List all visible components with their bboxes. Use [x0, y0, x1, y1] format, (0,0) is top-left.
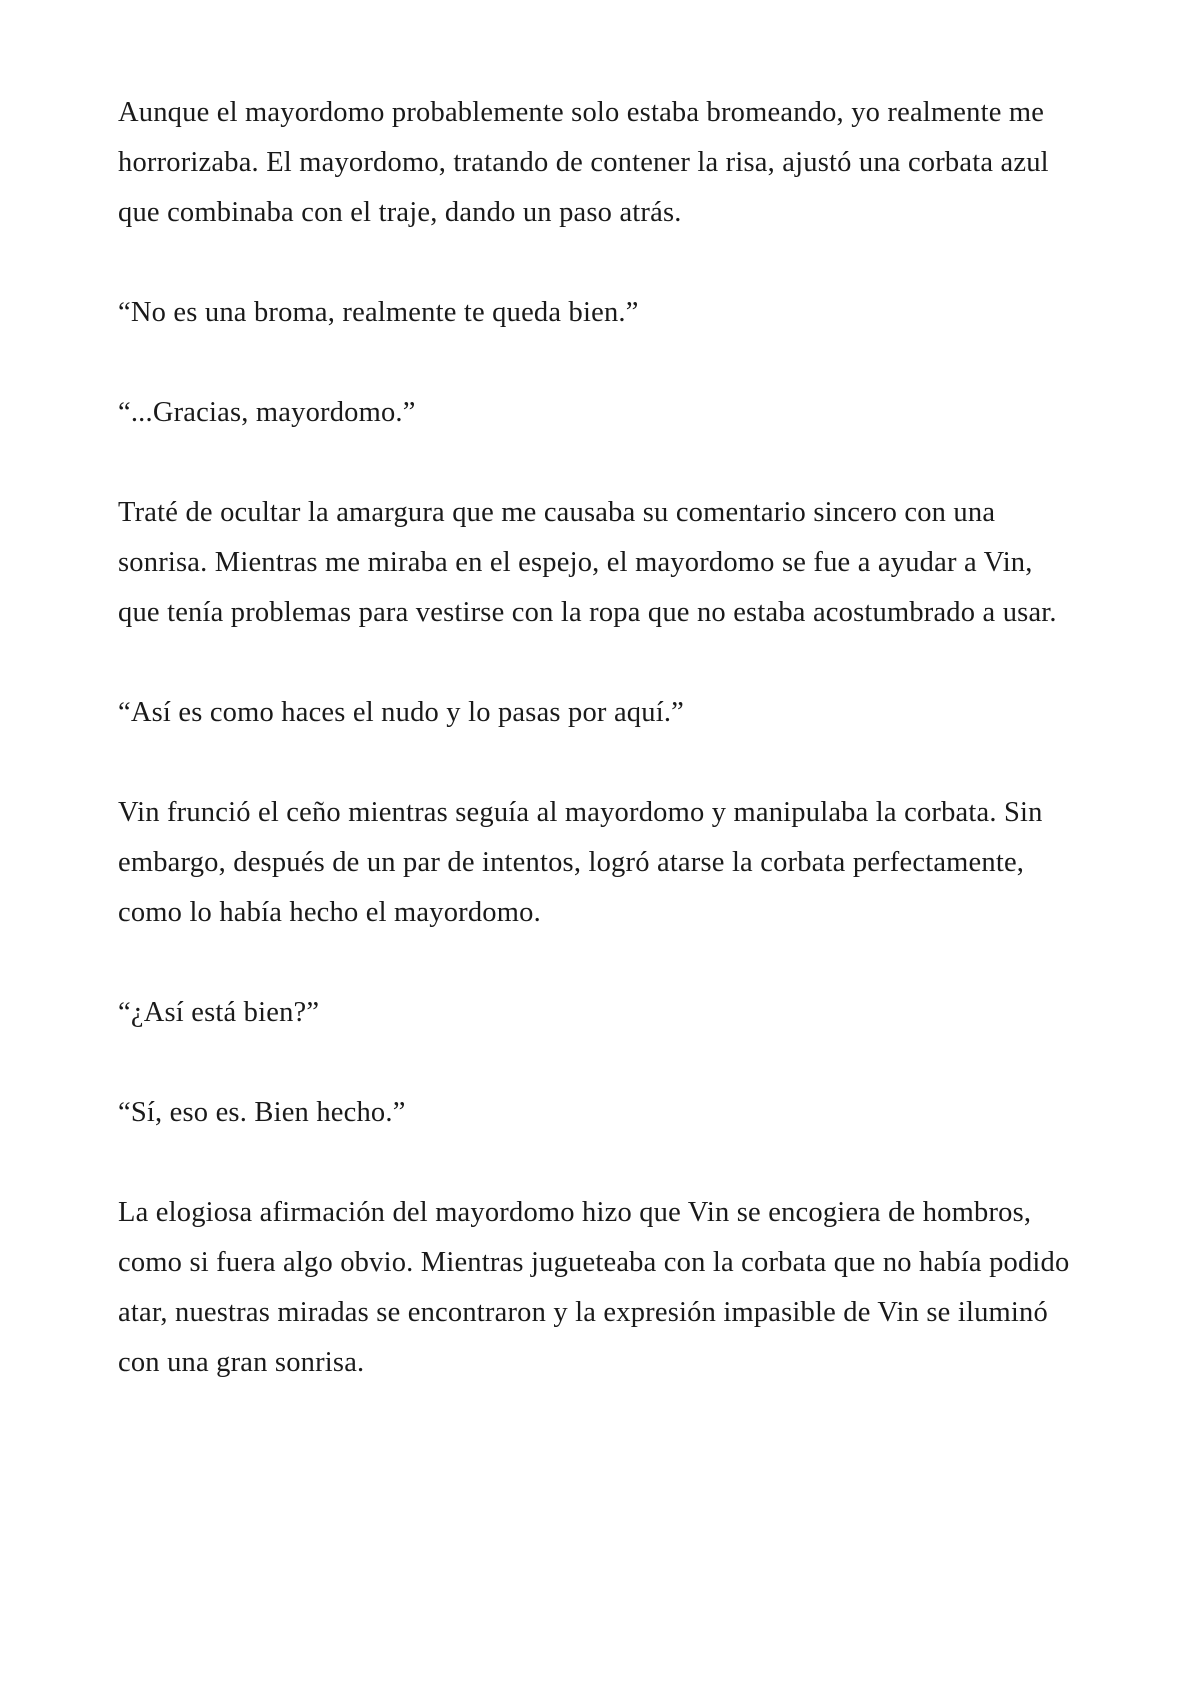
paragraph-dialogue: “Así es como haces el nudo y lo pasas por aquí.”: [118, 697, 684, 728]
paragraph-dialogue: “¿Así está bien?”: [118, 997, 320, 1028]
paragraph-narration: Traté de ocultar la amargura que me causaba su comentario sincero con una sonrisa. Mientras me miraba en el espejo, el mayordomo se fue a ayudar a Vin, que tenía problemas para vestirse con la ropa que no estaba acostumbrado a usar.: [118, 497, 1057, 628]
paragraph-narration: Vin frunció el ceño mientras seguía al mayordomo y manipulaba la corbata. Sin embargo, después de un par de intentos, logró atarse la corbata perfectamente, como lo había hecho el mayordomo.: [118, 797, 1043, 928]
paragraph-narration: Aunque el mayordomo probablemente solo estaba bromeando, yo realmente me horrorizaba. El mayordomo, tratando de contener la risa, ajustó una corbata azul que combinaba con el traje, dando un paso atrás.: [118, 97, 1049, 228]
paragraph-dialogue: “Sí, eso es. Bien hecho.”: [118, 1097, 406, 1128]
paragraph-narration: La elogiosa afirmación del mayordomo hizo que Vin se encogiera de hombros, como si fuera algo obvio. Mientras jugueteaba con la corbata que no había podido atar, nuestras miradas se encontraron y la expresión impasible de Vin se iluminó con una gran sonrisa.: [118, 1197, 1070, 1378]
document-page: [118, 88, 1078, 1438]
paragraph-dialogue: “...Gracias, mayordomo.”: [118, 397, 416, 428]
paragraph-dialogue: “No es una broma, realmente te queda bien.”: [118, 297, 639, 328]
